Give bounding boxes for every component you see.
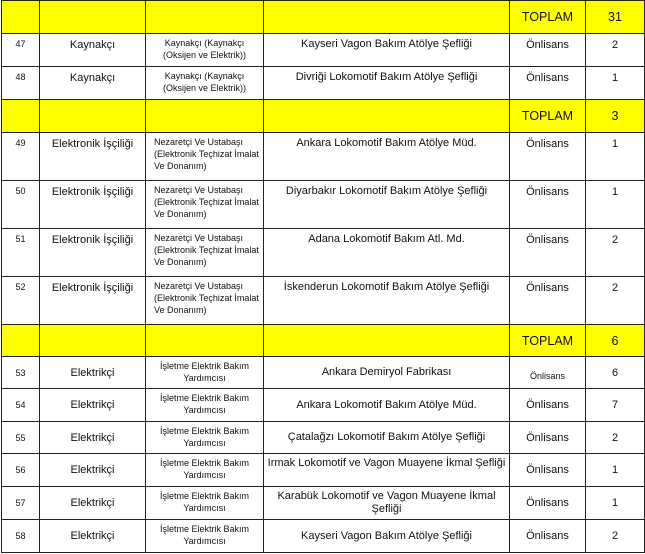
row-number: 57 [2, 487, 40, 520]
unit-title: Kaynakçı (Kaynakçı (Oksijen ve Elektrik)) [146, 34, 264, 67]
total-row [2, 325, 645, 357]
job-title: Elektronik İşçiliği [40, 277, 146, 325]
empty-cell [264, 325, 510, 357]
workplace: Çatalağzı Lokomotif Bakım Atölye Şefliği [264, 422, 510, 454]
position-count: 2 [586, 229, 645, 277]
unit-title: Nezaretçi Ve Ustabaşı (Elektronik Teçhizat İmalat Ve Donanım) [146, 181, 264, 229]
education-level: Önlisans [510, 454, 586, 487]
education-level: Önlisans [510, 520, 586, 553]
education-level: Önlisans [510, 67, 586, 100]
job-title: Elektronik İşçiliği [40, 181, 146, 229]
job-title: Elektrikçi [40, 487, 146, 520]
empty-cell [264, 100, 510, 133]
education-level: Önlisans [510, 422, 586, 454]
position-count: 2 [586, 277, 645, 325]
total-value: 31 [586, 1, 645, 34]
job-title: Elektrikçi [40, 520, 146, 553]
education-level: Önlisans [510, 487, 586, 520]
position-count: 1 [586, 181, 645, 229]
table-row [2, 277, 645, 325]
workplace: Kayseri Vagon Bakım Atölye Şefliği [264, 34, 510, 67]
position-count: 1 [586, 133, 645, 181]
education-level: Önlisans [510, 34, 586, 67]
unit-title: Kaynakçı (Kaynakçı (Oksijen ve Elektrik)) [146, 67, 264, 100]
row-number: 53 [2, 357, 40, 389]
empty-cell [40, 1, 146, 34]
position-count: 7 [586, 389, 645, 422]
table-row [2, 389, 645, 422]
row-number: 48 [2, 67, 40, 100]
job-title: Elektronik İşçiliği [40, 229, 146, 277]
row-number: 56 [2, 454, 40, 487]
job-title: Elektrikçi [40, 454, 146, 487]
workplace: Ankara Lokomotif Bakım Atölye Müd. [264, 133, 510, 181]
table-row [2, 422, 645, 454]
position-count: 2 [586, 34, 645, 67]
position-count: 1 [586, 487, 645, 520]
unit-title: İşletme Elektrik Bakım Yardımcısı [146, 389, 264, 422]
unit-title: Nezaretçi Ve Ustabaşı (Elektronik Teçhizat İmalat Ve Donanım) [146, 277, 264, 325]
workplace: Ankara Demiryol Fabrikası [264, 357, 510, 389]
empty-cell [2, 325, 40, 357]
row-number: 49 [2, 133, 40, 181]
education-level: Önlisans [510, 133, 586, 181]
workplace: Irmak Lokomotif ve Vagon Muayene İkmal Şefliği [264, 454, 510, 487]
table-row [2, 454, 645, 487]
education-level: Önlisans [510, 357, 586, 389]
row-number: 55 [2, 422, 40, 454]
row-number: 47 [2, 34, 40, 67]
total-row [2, 100, 645, 133]
unit-title: İşletme Elektrik Bakım Yardımcısı [146, 357, 264, 389]
workplace: İskenderun Lokomotif Bakım Atölye Şefliği [264, 277, 510, 325]
position-count: 2 [586, 422, 645, 454]
position-count: 2 [586, 520, 645, 553]
workplace: Kayseri Vagon Bakım Atölye Şefliği [264, 520, 510, 553]
job-title: Kaynakçı [40, 67, 146, 100]
workplace: Ankara Lokomotif Bakım Atölye Müd. [264, 389, 510, 422]
job-title: Kaynakçı [40, 34, 146, 67]
unit-title: İşletme Elektrik Bakım Yardımcısı [146, 520, 264, 553]
total-value: 6 [586, 325, 645, 357]
table-row [2, 133, 645, 181]
unit-title: İşletme Elektrik Bakım Yardımcısı [146, 487, 264, 520]
empty-cell [2, 100, 40, 133]
job-title: Elektrikçi [40, 389, 146, 422]
staff-table [1, 0, 645, 553]
job-title: Elektrikçi [40, 422, 146, 454]
table-row [2, 357, 645, 389]
education-level: Önlisans [510, 277, 586, 325]
row-number: 52 [2, 277, 40, 325]
total-row [2, 1, 645, 34]
table-row [2, 181, 645, 229]
total-label: TOPLAM [510, 100, 586, 133]
table-row [2, 34, 645, 67]
empty-cell [40, 325, 146, 357]
unit-title: Nezaretçi Ve Ustabaşı (Elektronik Teçhizat İmalat Ve Donanım) [146, 229, 264, 277]
empty-cell [146, 100, 264, 133]
empty-cell [146, 325, 264, 357]
total-label: TOPLAM [510, 1, 586, 34]
row-number: 51 [2, 229, 40, 277]
education-level: Önlisans [510, 389, 586, 422]
table-row [2, 487, 645, 520]
education-level: Önlisans [510, 181, 586, 229]
unit-title: İşletme Elektrik Bakım Yardımcısı [146, 454, 264, 487]
unit-title: Nezaretçi Ve Ustabaşı (Elektronik Teçhizat İmalat Ve Donanım) [146, 133, 264, 181]
table-row [2, 520, 645, 553]
row-number: 54 [2, 389, 40, 422]
empty-cell [40, 100, 146, 133]
unit-title: İşletme Elektrik Bakım Yardımcısı [146, 422, 264, 454]
total-label: TOPLAM [510, 325, 586, 357]
workplace: Diyarbakır Lokomotif Bakım Atölye Şefliği [264, 181, 510, 229]
empty-cell [146, 1, 264, 34]
job-title: Elektronik İşçiliği [40, 133, 146, 181]
empty-cell [2, 1, 40, 34]
position-count: 6 [586, 357, 645, 389]
job-title: Elektrikçi [40, 357, 146, 389]
row-number: 58 [2, 520, 40, 553]
total-value: 3 [586, 100, 645, 133]
row-number: 50 [2, 181, 40, 229]
table-row [2, 229, 645, 277]
table-row [2, 67, 645, 100]
workplace: Divriği Lokomotif Bakım Atölye Şefliği [264, 67, 510, 100]
position-count: 1 [586, 67, 645, 100]
empty-cell [264, 1, 510, 34]
workplace: Adana Lokomotif Bakım Atl. Md. [264, 229, 510, 277]
workplace: Karabük Lokomotif ve Vagon Muayene İkmal Şefliği [264, 487, 510, 520]
position-count: 1 [586, 454, 645, 487]
education-level: Önlisans [510, 229, 586, 277]
